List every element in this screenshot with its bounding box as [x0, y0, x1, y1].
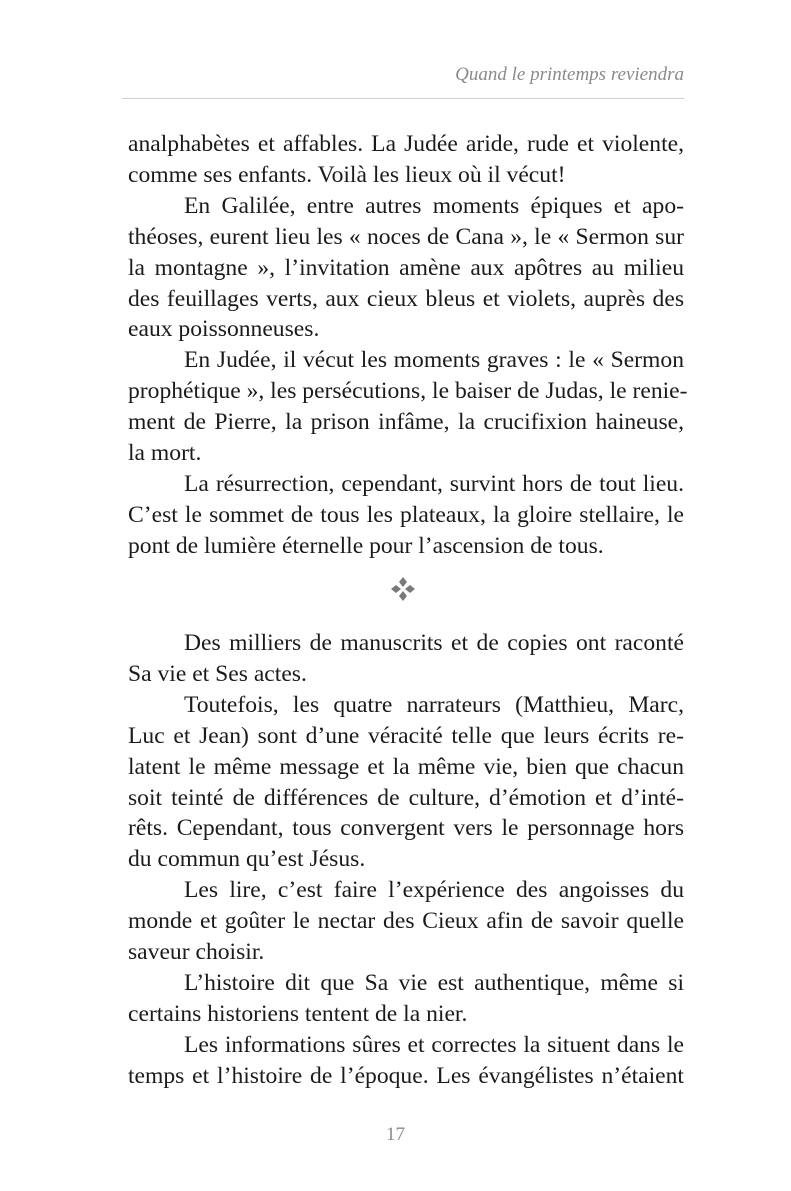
text-line: la mort. [128, 440, 202, 467]
running-title: Quand le printemps reviendra [455, 64, 684, 85]
paragraph [128, 875, 684, 968]
text-line: soit teinté de différences de culture, d’émotion et d’inté- [128, 784, 684, 811]
text-line: La résurrection, cependant, survint hors de tout lieu. [184, 470, 684, 497]
section-1-text [128, 129, 688, 562]
text-line: Toutefois, les quatre narrateurs (Matthieu, Marc, [184, 691, 684, 718]
paragraph [128, 345, 688, 469]
text-line: comme ses enfants. Voilà les lieux où il vécut! [128, 161, 566, 188]
section-2-text [128, 628, 684, 1092]
text-line: monde et goûter le nectar des Cieux afin de savoir quelle [128, 908, 684, 935]
text-line: Sa vie et Ses actes. [128, 660, 307, 687]
paragraph [128, 628, 684, 690]
text-line: C’est le sommet de tous les plateaux, la gloire stellaire, le [128, 501, 684, 528]
paragraph [128, 968, 684, 1030]
text-line: théoses, eurent lieu les « noces de Cana », le « Sermon sur [128, 223, 684, 250]
text-line: En Judée, il vécut les moments graves : le « Sermon [184, 347, 684, 374]
text-line: Luc et Jean) sont d’une véracité telle que leurs écrits re- [128, 722, 684, 749]
text-line: saveur choisir. [128, 939, 265, 966]
text-line: du commun qu’est Jésus. [128, 846, 366, 873]
text-line: Les lire, c’est faire l’expérience des angoisses du [184, 877, 684, 904]
text-line: Des milliers de manuscrits et de copies ont raconté [184, 630, 684, 656]
text-line: certains historiens tentent de la nier. [128, 1000, 468, 1027]
text-line: pont de lumière éternelle pour l’ascension de tous. [128, 532, 604, 559]
text-line: la montagne », l’invitation amène aux apôtres au milieu [128, 254, 684, 281]
text-line: prophétique », les persécutions, le baiser de Judas, le renie- [128, 378, 688, 405]
fleuron-ornament-icon [387, 576, 419, 602]
text-line: latent le même message et la même vie, bien que chacun [128, 753, 684, 780]
header-rule [122, 98, 684, 99]
text-line: En Galilée, entre autres moments épiques et apo- [184, 192, 684, 219]
paragraph [128, 469, 684, 562]
page-number: 17 [386, 1124, 405, 1145]
text-line: ment de Pierre, la prison infâme, la crucifixion haineuse, [128, 409, 684, 436]
text-line: rêts. Cependant, tous convergent vers le personnage hors [128, 815, 684, 842]
paragraph [128, 191, 684, 346]
text-line: temps et l’histoire de l’époque. Les évangélistes n’étaient [128, 1062, 684, 1089]
paragraph [128, 1030, 684, 1092]
paragraph [128, 690, 684, 875]
text-line: analphabètes et affables. La Judée aride, rude et violente, [128, 131, 684, 157]
text-line: Les informations sûres et correctes la situent dans le [184, 1031, 684, 1058]
text-line: L’histoire dit que Sa vie est authentique, même si [184, 969, 684, 996]
text-line: des feuillages verts, aux cieux bleus et violets, auprès des [128, 285, 684, 312]
text-line: eaux poissonneuses. [128, 316, 320, 343]
paragraph [128, 129, 684, 191]
